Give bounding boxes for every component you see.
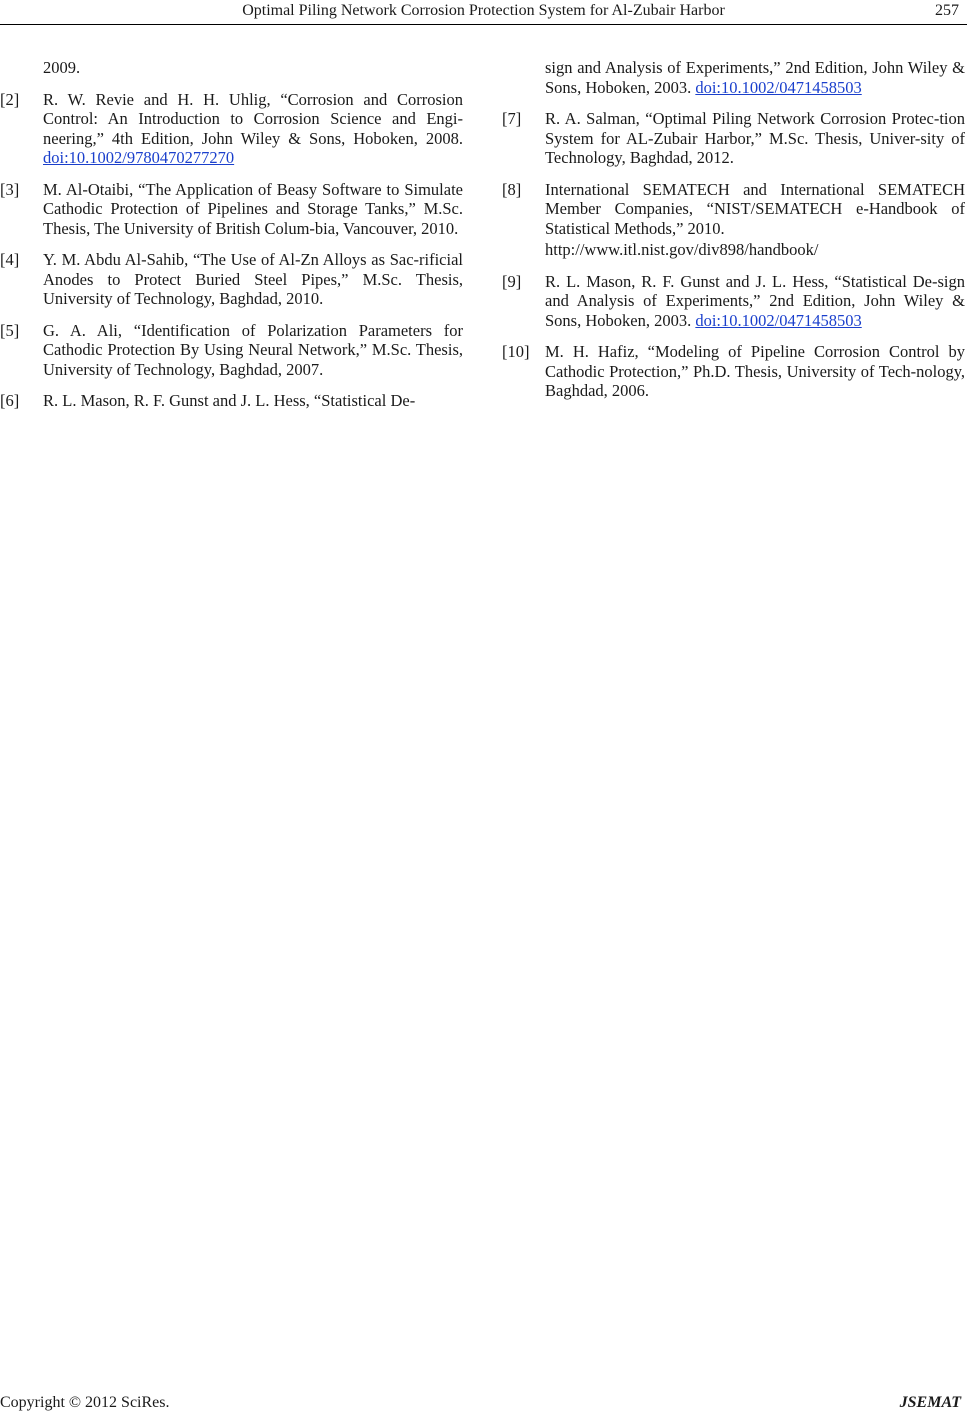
reference-text: R. L. Mason, R. F. Gunst and J. L. Hess, “Statistical De-sign and Analysis of Experiments,” 2nd Edition, John Wiley & Sons, Hoboken, 2003.: [545, 271, 965, 330]
reference-number: [4]: [0, 250, 20, 269]
reference-continuation: [502, 58, 965, 97]
journal-name: JSEMAT: [899, 1394, 961, 1411]
reference-text: R. A. Salman, “Optimal Piling Network Corrosion Protec-tion System for AL-Zubair Harbor,” M.Sc. Thesis, Univer-sity of Technology, Baghdad, 2012.: [545, 109, 965, 167]
reference-3: [0, 180, 463, 239]
reference-number: [3]: [0, 179, 20, 199]
page-number: 257: [935, 2, 959, 19]
right-column: [502, 58, 965, 413]
doi-link[interactable]: doi:10.1002/0471458503: [695, 77, 862, 97]
reference-number: [8]: [502, 179, 522, 199]
running-title: Optimal Piling Network Corrosion Protection System for Al-Zubair Harbor: [242, 2, 725, 19]
reference-text: G. A. Ali, “Identification of Polarization Parameters for Cathodic Protection By Using Neural Network,” M.Sc. Thesis, University of Technology, Baghdad, 2007.: [43, 320, 463, 379]
copyright-notice: Copyright © 2012 SciRes.: [0, 1394, 170, 1411]
reference-text: International SEMATECH and International SEMATECH Member Companies, “NIST/SEMATECH e-Handbook of Statistical Methods,” 2010.: [545, 179, 965, 238]
reference-number: [6]: [0, 391, 20, 410]
reference-text: R. L. Mason, R. F. Gunst and J. L. Hess, “Statistical De-: [43, 391, 416, 410]
reference-number: [2]: [0, 89, 20, 109]
handbook-url[interactable]: http://www.itl.nist.gov/div898/handbook/: [545, 240, 819, 259]
reference-6: [0, 391, 463, 411]
reference-2: [0, 90, 463, 168]
reference-7: [502, 109, 965, 168]
reference-text: M. H. Hafiz, “Modeling of Pipeline Corrosion Control by Cathodic Protection,” Ph.D. Thesis, University of Tech-nology, Baghdad, 2006.: [545, 342, 965, 400]
reference-number: [10]: [502, 342, 530, 361]
page-header: [0, 0, 967, 26]
reference-number: [5]: [0, 320, 20, 340]
reference-4: [0, 250, 463, 309]
left-column: [0, 58, 463, 423]
reference-number: [9]: [502, 271, 522, 291]
reference-continuation: [0, 58, 463, 78]
reference-number: [7]: [502, 109, 522, 128]
reference-text: 2009.: [43, 58, 81, 77]
reference-9: [502, 272, 965, 331]
reference-10: [502, 342, 965, 401]
reference-text: M. Al-Otaibi, “The Application of Beasy Software to Simulate Cathodic Protection of Pipelines and Storage Tanks,” M.Sc. Thesis, The University of British Colum-bia, Vancouver, 2010.: [43, 179, 463, 238]
reference-text: sign and Analysis of Experiments,” 2nd Edition, John Wiley & Sons, Hoboken, 2003.: [545, 58, 965, 97]
doi-link[interactable]: doi:10.1002/9780470277270: [43, 148, 235, 167]
header-rule: [0, 24, 967, 25]
reference-text: Y. M. Abdu Al-Sahib, “The Use of Al-Zn Alloys as Sac-rificial Anodes to Protect Buried Steel Pipes,” M.Sc. Thesis, University of Technology, Baghdad, 2010.: [43, 250, 463, 308]
reference-5: [0, 321, 463, 380]
page-footer: [0, 1392, 967, 1414]
reference-8: [502, 180, 965, 260]
reference-text: R. W. Revie and H. H. Uhlig, “Corrosion and Corrosion Control: An Introduction to Corrosion Science and Engi-neering,” 4th Edition, John Wiley & Sons, Hoboken, 2008.: [43, 89, 463, 148]
doi-link[interactable]: doi:10.1002/0471458503: [695, 310, 862, 330]
